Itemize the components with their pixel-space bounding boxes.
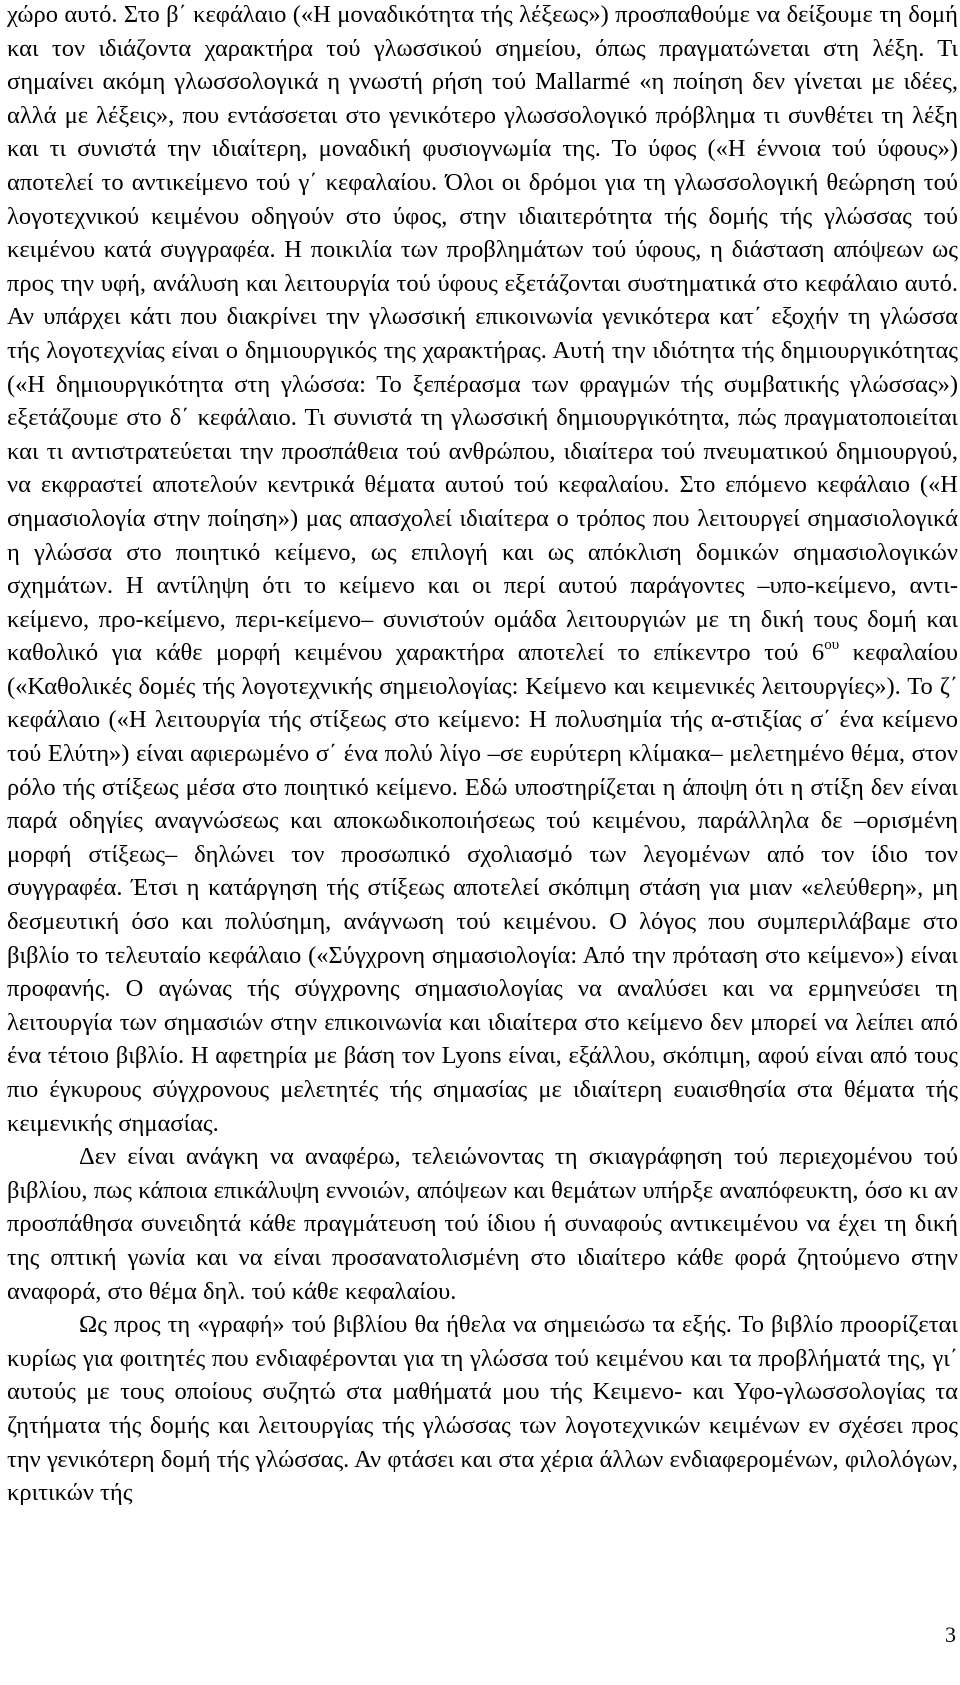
- document-page: [7, 0, 958, 1510]
- paragraph-writing-note: Ως προς τη «γραφή» τού βιβλίου θα ήθελα να σημειώσω τα εξής. Το βιβλίο προορίζεται κυρίως για φοιτητές που ενδιαφέρονται για τη γλώσσα τού κειμένου και τα προβλήματά της, γι΄ αυτούς με τους οποίους συζητώ στα μαθήματά μου τής Κειμενο- και Υφο-γλωσσολογίας τα ζητήματα τής δομής και λειτουργίας τής γλώσσας των λογοτεχνικών κειμένων εν σχέσει προς την γενικότερη δομή τής γλώσσας. Αν φτάσει και στα χέρια άλλων ενδιαφερομένων, φιλολόγων, κριτικών τής: [7, 1311, 958, 1507]
- superscript-ordinal: ου: [824, 637, 840, 654]
- paragraph-text-part: χώρο αυτό. Στο β΄ κεφάλαιο («Η μοναδικότητα τής λέξεως») προσπαθούμε να δείξουμε τη δομή και τον ιδιάζοντα χαρακτήρα τού γλωσσικού σημείου, όπως πραγματώνεται στη λέξη. Τι σημαίνει ακόμη γλωσσολογικά η γνωστή ρήση τού Mallarmé «η ποίηση δεν γίνεται με ιδέες, αλλά με λέξεις», που εντάσσεται στο γενικότερο γλωσσολογικό πρόβλημα τι συνθέτει τη λέξη και τι συνιστά την ιδιαίτερη, μοναδική φυσιογνωμία της. Το ύφος («Η έννοια τού ύφους») αποτελεί το αντικείμενο τού γ΄ κεφαλαίου. Όλοι οι δρόμοι για τη γλωσσολογική θεώρηση τού λογοτεχνικού κειμένου οδηγούν στο ύφος, στην ιδιαιτερότητα τής δομής τής γλώσσας τού κειμένου κατά συγγραφέα. Η ποικιλία των προβλημάτων τού ύφους, η διάσταση απόψεων ως προς την υφή, ανάλυση και λειτουργία τού ύφους εξετάζονται συστηματικά στο κεφάλαιο αυτό. Αν υπάρχει κάτι που διακρίνει την γλωσσική επικοινωνία γενικότερα κατ΄ εξοχήν τη γλώσσα τής λογοτεχνίας είναι ο δημιουργικός της χαρακτήρας. Αυτή την ιδιότητα τής δημιουργικότητας («Η δημιουργικότητα στη γλώσσα: Το ξεπέρασμα των φραγμών τής συμβατικής γλώσσας») εξετάζουμε στο δ΄ κεφάλαιο. Τι συνιστά τη γλωσσική δημιουργικότητα, πώς πραγματοποιείται και τι αντιστρατεύεται την προσπάθεια τού ανθρώπου, ιδιαίτερα τού πνευματικού δημιουργού, να εκφραστεί αποτελούν κεντρικά θέματα αυτού τού κεφαλαίου. Στο επόμενο κεφάλαιο («Η σημασιολογία στην ποίηση») μας απασχολεί ιδιαίτερα ο τρόπος που λειτουργεί σημασιολογικά η γλώσσα στο ποιητικό κείμενο, ως επιλογή και ως απόκλιση δομικών σημασιολογικών σχημάτων. Η αντίληψη ότι το κείμενο και οι περί αυτού παράγοντες –υπο-κείμενο, αντι-κείμενο, προ-κείμενο, περι-κείμενο– συνιστούν ομάδα λειτουργιών με τη δική τους δομή και καθολικό για κάθε μορφή κειμένου χαρακτήρα αποτελεί το επίκεντρο τού 6: [7, 1, 958, 667]
- paragraph-overlap-note: Δεν είναι ανάγκη να αναφέρω, τελειώνοντας τη σκιαγράφηση τού περιεχομένου τού βιβλίου, πως κάποια επικάλυψη εννοιών, απόψεων και θεμάτων υπήρξε αναπόφευκτη, όσο κι αν προσπάθησα συνειδητά κάθε πραγμάτευση τού ίδιου ή συναφούς αντικειμένου να έχει τη δική της οπτική γωνία και να είναι προσανατολισμένη στο ιδιαίτερο κάθε φορά ζητούμενο στην αναφορά, στο θέμα δηλ. τού κάθε κεφαλαίου.: [7, 1143, 958, 1305]
- paragraph-text-part: κεφαλαίου («Καθολικές δομές τής λογοτεχνικής σημειολογίας: Κείμενο και κειμενικές λειτουργίες»). Το ζ΄ κεφάλαιο («Η λειτουργία τής στίξεως στο κείμενο: Η πολυσημία τής α-στιξίας σ΄ ένα κείμενο τού Ελύτη») είναι αφιερωμένο σ΄ ένα πολύ λίγο –σε ευρύτερη κλίμακα– μελετημένο θέμα, στον ρόλο τής στίξεως μέσα στο ποιητικό κείμενο. Εδώ υποστηρίζεται η άποψη ότι η στίξη δεν είναι παρά οδηγίες αναγνώσεως και αποκωδικοποιήσεως τού κειμένου, παράλληλα δε –ορισμένη μορφή στίξεως– δηλώνει τον προσωπικό σχολιασμό των λεγομένων από τον ίδιο τον συγγραφέα. Έτσι η κατάργηση τής στίξεως αποτελεί σκόπιμη στάση για μιαν «ελεύθερη», μη δεσμευτική όσο και πολύσημη, ανάγνωση τού κειμένου. Ο λόγος που συμπεριλάβαμε στο βιβλίο το τελευταίο κεφάλαιο («Σύγχρονη σημασιολογία: Από την πρόταση στο κείμενο») είναι προφανής. Ο αγώνας τής σύγχρονης σημασιολογίας να αναλύσει και να ερμηνεύσει τη λειτουργία των σημασιών στην επικοινωνία και ιδιαίτερα στο κείμενο δεν μπορεί να λείπει από ένα τέτοιο βιβλίο. Η αφετηρία με βάση τον Lyons είναι, εξάλλου, σκόπιμη, αφού είναι από τους πιο έγκυρους σύγχρονους μελετητές τής σημασίας με ιδιαίτερη ευαισθησία στα θέματα τής κειμενικής σημασίας.: [7, 639, 958, 1137]
- paragraph-chapter-overview: [7, 0, 958, 1140]
- page-number: 3: [945, 1622, 956, 1647]
